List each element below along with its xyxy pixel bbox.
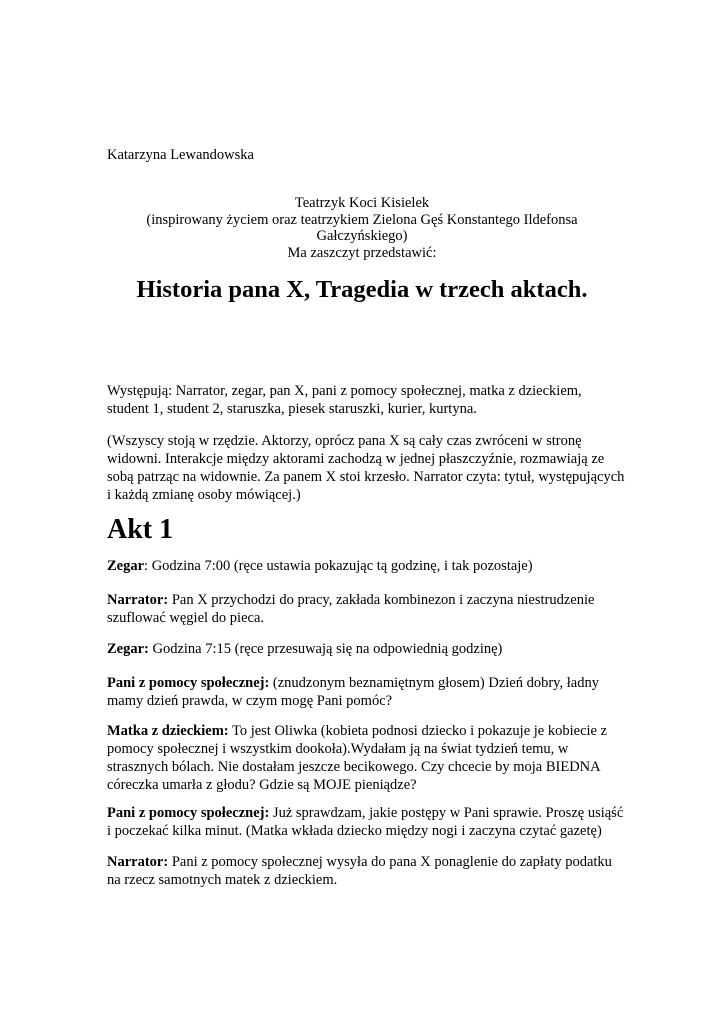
- cast-paragraph: [107, 382, 627, 418]
- dialogue-line: córeczka umarła z głodu? Gdzie są MOJE pieniądze?: [107, 777, 417, 793]
- dialogue-entry: [107, 557, 627, 575]
- speaker-name: Narrator:: [107, 592, 169, 608]
- stage-note-line: widowni. Interakcje między aktorami zachodzą w jednej płaszczyźnie, rozmawiają ze: [107, 451, 605, 467]
- dialogue-text: (znudzonym beznamiętnym głosem) Dzień dobry, ładny: [269, 675, 599, 691]
- dialogue-line: [107, 674, 627, 692]
- intro-block: [100, 195, 624, 261]
- speaker-name: Pani z pomocy społecznej:: [107, 805, 270, 821]
- dialogue-text: To jest Oliwka (kobieta podnosi dziecko i pokazuje je kobiecie z: [228, 723, 608, 739]
- speaker-name: Narrator:: [107, 854, 169, 870]
- dialogue-line: szuflować węgiel do pieca.: [107, 610, 265, 626]
- dialogue-line: i poczekać kilka minut. (Matka wkłada dziecko między nogi i zaczyna czytać gazetę): [107, 823, 602, 839]
- cast-line: Występują: Narrator, zegar, pan X, pani z pomocy społecznej, matka z dzieckiem,: [107, 383, 582, 399]
- dialogue-entry: [107, 674, 627, 710]
- stage-note-line: (Wszyscy stoją w rzędzie. Aktorzy, oprócz pana X są cały czas zwróceni w stronę: [107, 433, 582, 449]
- speaker-name: Zegar: [107, 558, 145, 574]
- intro-theatre-name: Teatrzyk Koci Kisielek: [294, 195, 430, 211]
- dialogue-entry: [107, 722, 627, 794]
- dialogue-text: Godzina 7:15 (ręce przesuwają się na odpowiednią godzinę): [148, 641, 503, 657]
- dialogue-entry: [107, 591, 627, 627]
- act-heading: Akt 1: [107, 514, 174, 545]
- dialogue-text: : Godzina 7:00 (ręce ustawia pokazując tą godzinę, i tak pozostaje): [144, 558, 533, 574]
- dialogue-line: strasznych bólach. Nie dostałam jeszcze becikowego. Czy chcecie by moja BIEDNA: [107, 759, 601, 775]
- dialogue-line: [107, 591, 627, 609]
- dialogue-line: [107, 640, 627, 658]
- speaker-name: Zegar:: [107, 641, 149, 657]
- dialogue-line: pomocy społecznej i wszystkim dookoła).Wydałam ją na świat tydzień temu, w: [107, 741, 569, 757]
- stage-note-paragraph: [107, 432, 627, 504]
- dialogue-line: [107, 557, 627, 575]
- dialogue-line: [107, 853, 627, 871]
- intro-presents: Ma zaszczyt przedstawić:: [287, 244, 437, 261]
- dialogue-entry: [107, 640, 627, 658]
- intro-inspiration-line: (inspirowany życiem oraz teatrzykiem Zielona Gęś Konstantego Ildefonsa: [146, 211, 578, 228]
- stage-note-line: i każdą zmianę osoby mówiącej.): [107, 487, 301, 503]
- play-title: Historia pana X, Tragedia w trzech aktach.: [136, 276, 588, 303]
- intro-inspiration-line-cont: Gałczyńskiego): [316, 228, 408, 244]
- dialogue-entry: [107, 853, 627, 889]
- dialogue-line: na rzecz samotnych matek z dzieckiem.: [107, 872, 338, 888]
- dialogue-line: [107, 722, 627, 740]
- dialogue-entry: [107, 804, 627, 840]
- speaker-name: Pani z pomocy społecznej:: [107, 675, 270, 691]
- dialogue-text: Już sprawdzam, jakie postępy w Pani sprawie. Proszę usiąść: [269, 805, 624, 821]
- dialogue-line: mamy dzień prawda, w czym mogę Pani pomóc?: [107, 693, 393, 709]
- stage-note-line: sobą patrząc na widownie. Za panem X stoi krzesło. Narrator czyta: tytuł, występujących: [107, 469, 625, 485]
- speaker-name: Matka z dzieckiem:: [107, 723, 229, 739]
- author-name: Katarzyna Lewandowska: [107, 147, 254, 163]
- dialogue-line: [107, 804, 627, 822]
- cast-line: student 1, student 2, staruszka, piesek staruszki, kurier, kurtyna.: [107, 401, 477, 417]
- dialogue-text: Pani z pomocy społecznej wysyła do pana X ponaglenie do zapłaty podatku: [168, 854, 612, 870]
- dialogue-text: Pan X przychodzi do pracy, zakłada kombinezon i zaczyna niestrudzenie: [168, 592, 595, 608]
